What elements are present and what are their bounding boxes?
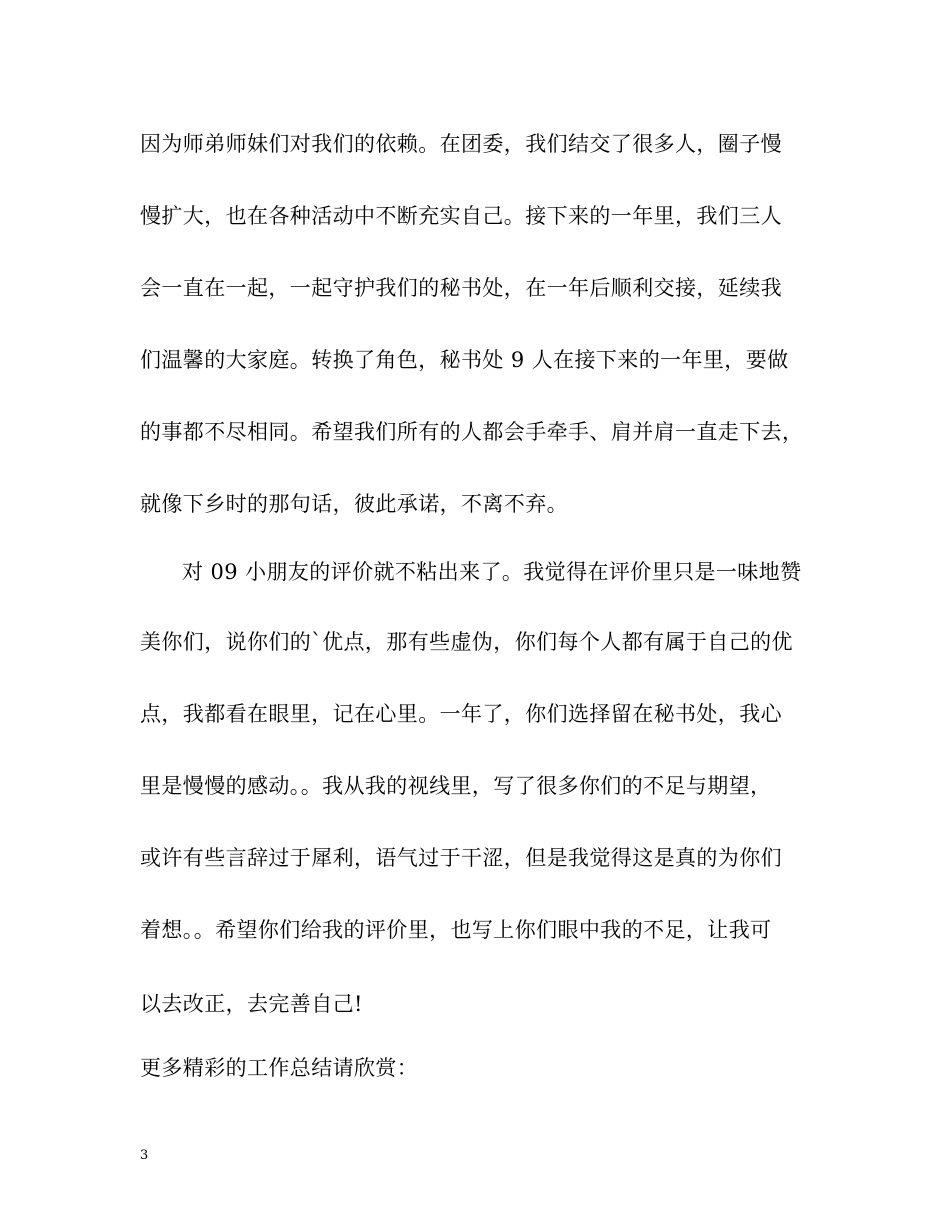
paragraph-line: 着想。。希望你们给我的评价里，也写上你们眼中我的不足，让我可 bbox=[140, 918, 772, 942]
paragraph-line: 会一直在一起，一起守护我们的秘书处，在一年后顺利交接，延续我 bbox=[140, 276, 782, 300]
paragraph-line: 对 09 小朋友的评价就不粘出来了。我觉得在评价里只是一味地赞 bbox=[182, 560, 802, 584]
paragraph-line: 慢扩大，也在各种活动中不断充实自己。接下来的一年里，我们三人 bbox=[140, 204, 782, 228]
paragraph-line: 的事都不尽相同。希望我们所有的人都会手牵手、肩并肩一直走下去， bbox=[140, 420, 804, 444]
paragraph-line: 里是慢慢的感动。。我从我的视线里，写了很多你们的不足与期望， bbox=[140, 774, 772, 798]
page-number: 3 bbox=[140, 1148, 149, 1163]
paragraph-line: 以去改正，去完善自己! bbox=[140, 992, 363, 1016]
paragraph-line: 们温馨的大家庭。转换了角色，秘书处 9 人在接下来的一年里，要做 bbox=[140, 348, 789, 372]
paragraph-line: 就像下乡时的那句话，彼此承诺，不离不弃。 bbox=[140, 492, 568, 516]
paragraph-line: 点，我都看在眼里，记在心里。一年了，你们选择留在秘书处，我心 bbox=[140, 702, 782, 726]
paragraph-line: 或许有些言辞过于犀利，语气过于干涩，但是我觉得这是真的为你们 bbox=[140, 846, 782, 870]
paragraph-line: 美你们，说你们的`优点，那有些虚伪，你们每个人都有属于自己的优 bbox=[140, 630, 793, 654]
closing-line: 更多精彩的工作总结请欣赏： bbox=[140, 1056, 419, 1080]
paragraph-line: 因为师弟师妹们对我们的依赖。在团委，我们结交了很多人，圈子慢 bbox=[140, 132, 782, 156]
